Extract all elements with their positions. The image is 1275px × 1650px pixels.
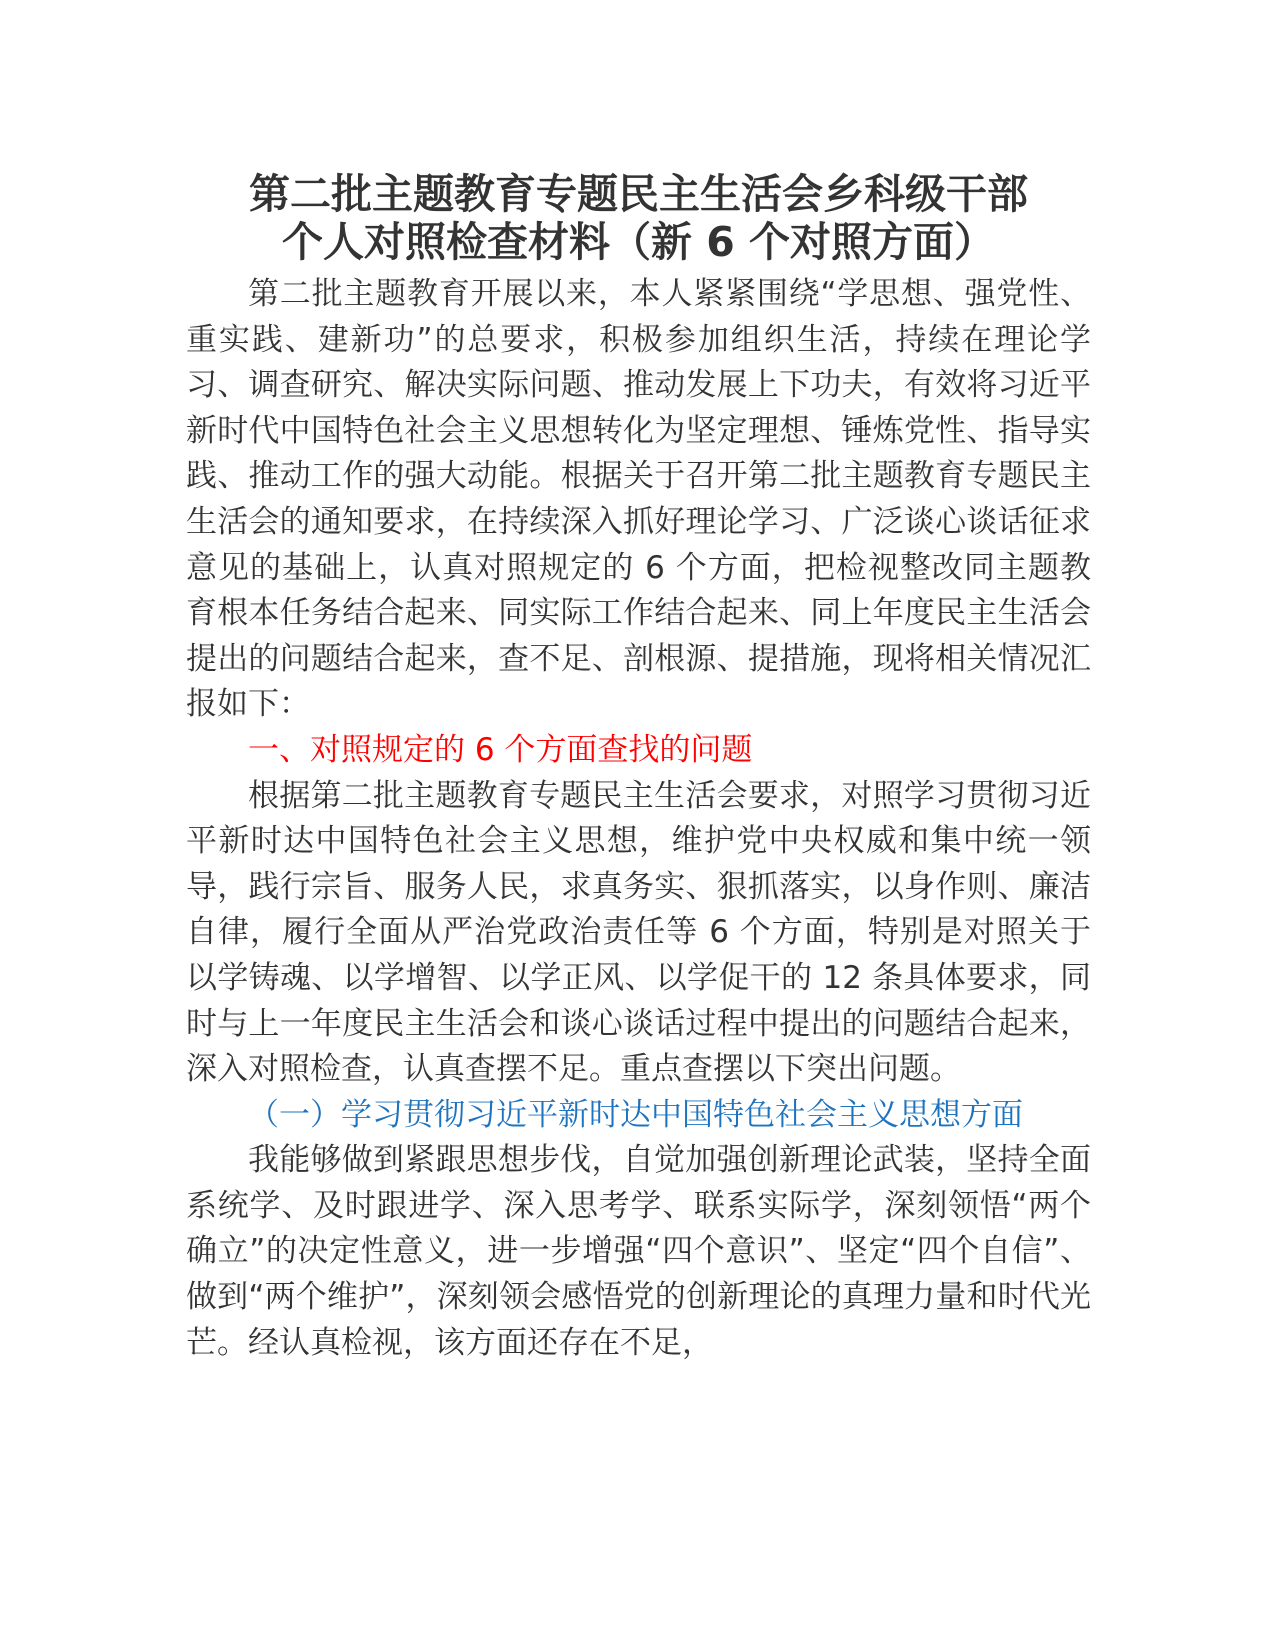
section-heading-1: 一、对照规定的 6 个方面查找的问题 (248, 731, 753, 768)
title-line-2: 个人对照检查材料（新 6 个对照方面） (281, 218, 996, 266)
document-body (186, 170, 1091, 1366)
intro-paragraph: 第二批主题教育开展以来，本人紧紧围绕“学思想、强党性、重实践、建新功”的总要求，积极参加组织生活，持续在理论学习、调查研究、解决实际问题、推动发展上下功夫，有效将习近平新时代中国特色社会主义思想转化为坚定理想、锤炼党性、指导实践、推动工作的强大动能。根据关于召开第二批主题教育专题民主生活会的通知要求，在持续深入抓好理论学习、广泛谈心谈话征求意见的基础上，认真对照规定的 6 个方面，把检视整改同主题教育根本任务结合起来、同实际工作结合起来、同上年度民主生活会提出的问题结合起来，查不足、剖根源、提措施，现将相关情况汇报如下： (186, 276, 1091, 723)
subsection-heading-1: （一）学习贯彻习近平新时达中国特色社会主义思想方面 (248, 1096, 1023, 1133)
title-line-1: 第二批主题教育专题民主生活会乡科级干部 (249, 170, 1028, 218)
document-title (186, 170, 1091, 266)
subsection-1-paragraph: 我能够做到紧跟思想步伐，自觉加强创新理论武装，坚持全面系统学、及时跟进学、深入思考学、联系实际学，深刻领悟“两个确立”的决定性意义，进一步增强“四个意识”、坚定“四个自信”、做到“两个维护”，深刻领会感悟党的创新理论的真理力量和时代光芒。经认真检视，该方面还存在不足， (186, 1142, 1091, 1361)
section-1-paragraph: 根据第二批主题教育专题民主生活会要求，对照学习贯彻习近平新时达中国特色社会主义思想，维护党中央权威和集中统一领导，践行宗旨、服务人民，求真务实、狠抓落实，以身作则、廉洁自律，履行全面从严治党政治责任等 6 个方面，特别是对照关于以学铸魂、以学增智、以学正风、以学促干的 12 条具体要求，同时与上一年度民主生活会和谈心谈话过程中提出的问题结合起来，深入对照检查，认真查摆不足。重点查摆以下突出问题。 (186, 777, 1091, 1088)
